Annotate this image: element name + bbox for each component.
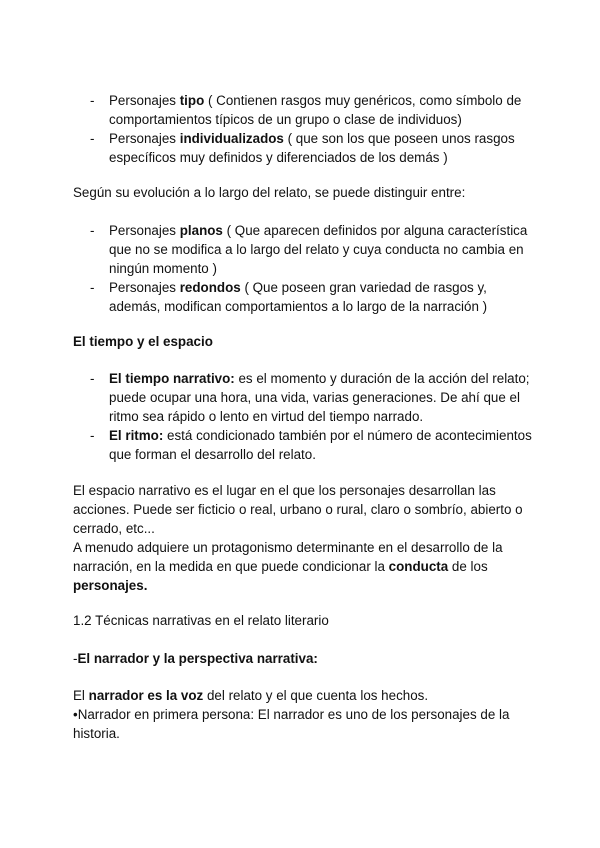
list-item: - Personajes planos ( Que aparecen definidos por alguna característica que no se modifica a lo largo del relato y cuya conducta no cambia en ningún momento ) [90, 223, 528, 276]
list-item: - Personajes tipo ( Contienen rasgos muy genéricos, como símbolo de comportamientos típicos de un grupo o clase de individuos) [90, 93, 522, 127]
dash-bullet: - [90, 428, 95, 443]
narrator-block [73, 686, 533, 743]
evolution-intro: Según su evolución a lo largo del relato, se puede distinguir entre: [73, 185, 466, 200]
space-paragraph-block [73, 481, 533, 595]
dash-bullet: - [90, 280, 95, 295]
list-item: - El tiempo narrativo: es el momento y duración de la acción del relato; puede ocupar una hora, una vida, varias generaciones. De ahí que el ritmo sea rápido o lento en virtud del tiempo narrado. [90, 371, 530, 424]
dash-bullet: - [90, 131, 95, 146]
section-title: 1.2 Técnicas narrativas en el relato literario [73, 613, 329, 628]
dash-bullet: - [90, 223, 95, 238]
list-item: - El ritmo: está condicionado también por el número de acontecimientos que forman el desarrollo del relato. [90, 428, 532, 462]
list-item: - Personajes individualizados ( que son los que poseen unos rasgos específicos muy definidos y diferenciados de los demás ) [90, 131, 515, 165]
narrator-line: El narrador es la voz del relato y el que cuenta los hechos. [73, 688, 429, 703]
dash-bullet: - [90, 93, 95, 108]
character-evolution-list [73, 221, 533, 316]
narrator-heading: -El narrador y la perspectiva narrativa: [73, 651, 318, 666]
character-types-list [73, 91, 533, 167]
time-list [73, 369, 533, 464]
protagonism-paragraph: A menudo adquiere un protagonismo determinante en el desarrollo de la narración, en la medida en que puede condicionar la conducta de los personajes. [73, 540, 503, 593]
first-person-narrator: •Narrador en primera persona: El narrador es uno de los personajes de la historia. [73, 707, 510, 741]
space-paragraph: El espacio narrativo es el lugar en el que los personajes desarrollan las acciones. Puede ser ficticio o real, urbano o rural, claro o sombrío, abierto o cerrado, etc... [73, 483, 523, 536]
section-heading: El tiempo y el espacio [73, 334, 213, 349]
list-item: - Personajes redondos ( Que poseen gran variedad de rasgos y, además, modifican comportamientos a lo largo de la narración ) [90, 280, 488, 314]
dash-bullet: - [90, 371, 95, 386]
